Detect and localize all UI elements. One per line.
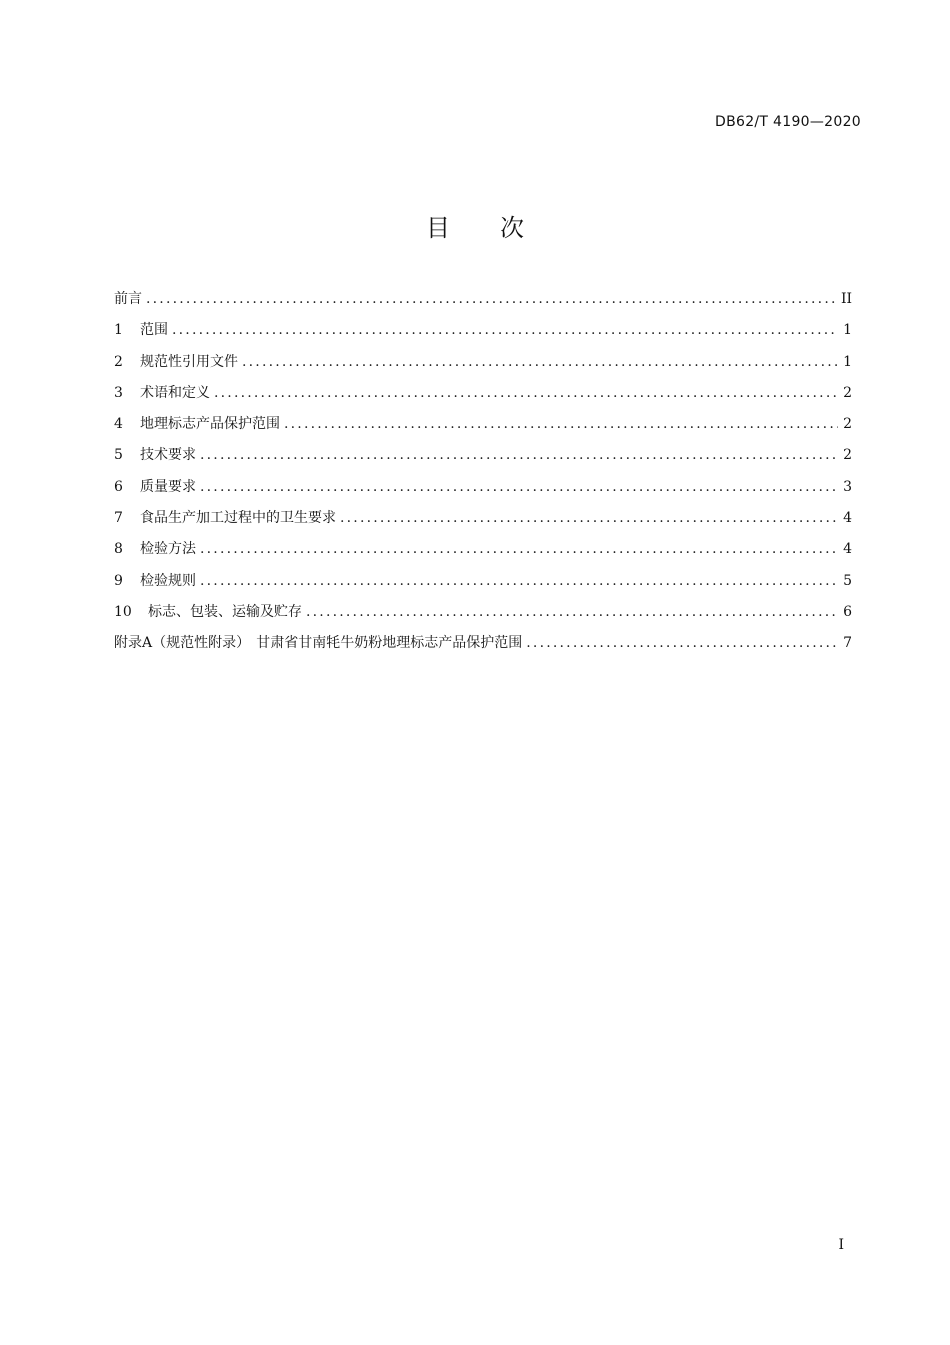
toc-entry-label: 质量要求 [140,478,196,495]
toc-leader-dots [200,447,838,463]
toc-entry-label: 地理标志产品保护范围 [140,416,280,433]
toc-entry-page: 1 [843,322,852,339]
toc-entry-label: 检验规则 [140,572,196,589]
toc-entry-foreword[interactable] [114,288,852,319]
toc-entry-test-methods[interactable] [114,538,852,569]
toc-entry-page: 4 [843,510,852,527]
toc-entry-hygiene-requirements[interactable] [114,507,852,538]
toc-leader-dots [242,354,838,370]
toc-entry-number: 2 [114,353,123,370]
toc-entry-page: 3 [843,478,852,495]
toc-entry-page: 6 [843,603,852,620]
toc-entry-page: 2 [843,416,852,433]
toc-entry-normative-references[interactable] [114,351,852,382]
toc-entry-number: 6 [114,478,123,495]
toc-leader-dots [200,479,838,495]
toc-leader-dots [200,541,838,557]
toc-entry-appendix-a[interactable] [114,632,852,663]
toc-leader-dots [146,291,837,307]
toc-entry-label: 术语和定义 [140,384,210,401]
toc-entry-quality-requirements[interactable] [114,476,852,507]
toc-entry-label: 检验方法 [140,541,196,558]
toc-entry-number: 4 [114,416,123,433]
table-of-contents [114,288,852,664]
toc-entry-technical-requirements[interactable] [114,444,852,475]
page-title: 目次 [426,214,574,242]
toc-entry-terms-definitions[interactable] [114,382,852,413]
toc-leader-dots [526,635,838,651]
toc-entry-protection-scope[interactable] [114,413,852,444]
toc-leader-dots [306,604,838,620]
toc-entry-page: 4 [843,541,852,558]
toc-entry-label: 前言 [114,291,142,307]
toc-entry-sublabel: 甘肃省甘南牦牛奶粉地理标志产品保护范围 [256,635,523,652]
toc-leader-dots [284,416,838,432]
toc-entry-page: 2 [843,447,852,464]
toc-entry-page: II [840,291,852,307]
toc-entry-label: 范围 [140,322,168,339]
toc-entry-number: 10 [114,603,132,620]
toc-entry-label: 技术要求 [140,447,196,464]
toc-entry-number: 7 [114,510,123,527]
toc-entry-page: 7 [843,635,852,652]
toc-entry-marking-packaging[interactable] [114,601,852,632]
toc-entry-number: 8 [114,541,123,558]
toc-leader-dots [200,573,838,589]
toc-entry-label: 食品生产加工过程中的卫生要求 [140,510,336,527]
toc-entry-label: 标志、包装、运输及贮存 [148,603,302,620]
standard-code: DB62/T 4190—2020 [715,114,861,130]
toc-entry-inspection-rules[interactable] [114,570,852,601]
toc-entry-page: 5 [843,572,852,589]
toc-entry-scope[interactable] [114,319,852,350]
page-number: I [838,1237,844,1253]
toc-entry-number: 3 [114,384,123,401]
toc-entry-number: 9 [114,572,123,589]
toc-entry-page: 2 [843,384,852,401]
toc-entry-number: 1 [114,322,123,339]
toc-leader-dots [340,510,838,526]
toc-entry-label: 附录A（规范性附录） [114,635,251,652]
toc-entry-label: 规范性引用文件 [140,353,238,370]
toc-leader-dots [172,322,838,338]
toc-entry-number: 5 [114,447,123,464]
toc-leader-dots [214,385,838,401]
toc-entry-page: 1 [843,353,852,370]
